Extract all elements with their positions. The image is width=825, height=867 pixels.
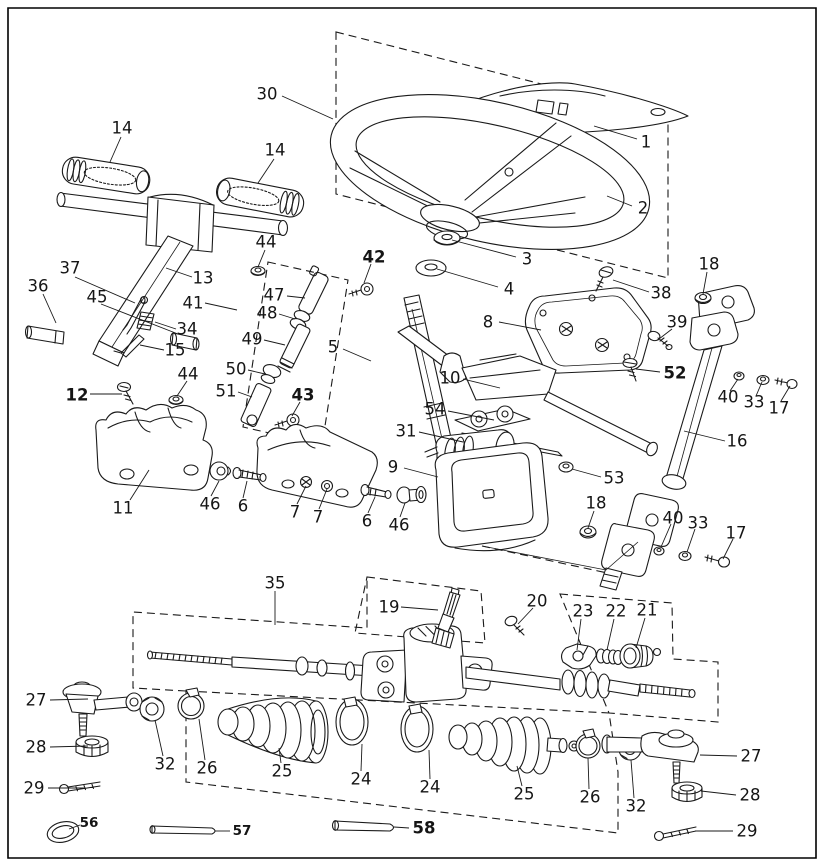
tie-rod-end-27-left [63,682,142,736]
part-label-12: 12 [65,385,89,405]
part-label-14: 14 [264,140,286,160]
part-label-41: 41 [182,293,204,313]
part-label-21: 21 [636,600,658,620]
part-label-15: 15 [164,340,186,360]
leader-line-4 [437,269,498,287]
screw-39 [647,330,672,349]
clip-23 [562,644,597,669]
part-label-46: 46 [199,494,221,514]
leader-line-26 [199,719,205,760]
nut-53 [559,462,573,472]
part-label-16: 16 [726,431,748,451]
part-label-27: 27 [25,690,47,710]
bolt-20 [504,615,524,635]
part-label-9: 9 [387,457,399,477]
part-label-20: 20 [526,591,548,611]
leader-line-24 [429,750,430,779]
part-label-7: 7 [289,502,301,522]
pivot-pin-36 [26,326,65,344]
pin-57 [150,826,215,834]
leader-line-21 [636,618,645,648]
part-label-54: 54 [424,399,446,419]
part-label-28: 28 [25,737,47,757]
part-label-6: 6 [237,496,249,516]
leader-line-18 [703,272,707,294]
cover-under [257,424,377,507]
screw-12 [118,383,134,405]
part-label-58: 58 [412,818,436,838]
cover-11 [96,404,213,490]
column-cover-9 [435,443,548,551]
nut-44-lower [169,396,183,405]
part-label-18: 18 [585,493,607,513]
clamp-24-right [401,704,433,752]
leader-line-48 [279,314,295,319]
part-label-50: 50 [225,359,247,379]
part-label-53: 53 [603,468,625,488]
part-label-40: 40 [662,508,684,528]
leader-line-19 [401,607,438,610]
leader-line-14 [110,137,121,162]
part-label-23: 23 [572,601,594,621]
part-label-19: 19 [378,597,400,617]
boot-25-left [218,698,328,763]
part-label-46: 46 [388,515,410,535]
part-label-26: 26 [196,758,218,778]
leader-line-47 [287,296,305,298]
part-label-51: 51 [215,381,237,401]
bolt-42 [349,283,373,296]
part-label-5: 5 [327,337,339,357]
parts-drawing [23,67,798,845]
part-label-17: 17 [768,398,790,418]
leader-line-32 [155,720,163,756]
part-label-17: 17 [725,523,747,543]
leader-line-26 [588,758,589,789]
leader-line-50 [248,370,265,374]
part-label-42: 42 [362,247,386,267]
leader-line-5 [343,349,371,361]
part-label-49: 49 [241,329,263,349]
plug-21 [620,644,661,668]
grommet-46-left [210,462,231,480]
part-label-35: 35 [264,573,286,593]
oring-56 [45,818,81,845]
part-label-30: 30 [256,84,278,104]
part-label-52: 52 [663,363,687,383]
grip-left [61,155,152,195]
part-label-28: 28 [739,785,761,805]
leader-line-24 [361,744,362,771]
nut-18-upper [695,293,711,304]
part-label-37: 37 [59,258,81,278]
part-label-57: 57 [232,823,252,839]
nut-33-upper [757,376,769,385]
part-label-6: 6 [361,511,373,531]
grommet-46-right [397,487,426,504]
leader-line-49 [264,340,285,345]
part-label-27: 27 [740,746,762,766]
grip-right [214,176,306,219]
bolt-7-left [301,477,312,488]
part-label-25: 25 [513,784,535,804]
leader-line-41 [205,303,237,310]
part-label-40: 40 [717,387,739,407]
leader-line-9 [404,468,438,477]
part-label-34: 34 [176,319,198,339]
leader-line-51 [238,392,252,397]
leader-line-22 [607,619,614,650]
washer-40-upper [734,372,744,380]
washer-3 [434,231,460,245]
part-label-48: 48 [256,303,278,323]
part-label-33: 33 [687,513,709,533]
nut-32-left [140,697,164,721]
leader-line-42 [364,264,371,283]
callout-link-line [482,546,612,574]
part-label-24: 24 [419,777,441,797]
part-label-29: 29 [23,778,45,798]
part-label-11: 11 [112,498,134,518]
spring-22 [597,649,623,665]
bolt-17-lower [705,555,730,567]
screw-38 [596,265,614,291]
leader-line-52 [636,369,660,372]
leader-line-28 [701,791,736,795]
nut-44-upper [251,267,265,276]
part-label-24: 24 [350,769,372,789]
part-label-56: 56 [79,815,99,831]
leader-line-30 [282,96,333,119]
leader-line-15 [140,345,164,350]
clamp-26-left [178,688,204,719]
part-label-45: 45 [86,287,108,307]
part-label-22: 22 [605,601,627,621]
part-label-4: 4 [503,279,515,299]
clamp-26-right [576,729,600,758]
washer-40-lower [654,547,664,555]
part-label-10: 10 [439,368,461,388]
part-label-33: 33 [743,392,765,412]
washer-4 [416,260,446,276]
leader-line-32 [631,760,634,798]
boot-25-right [449,717,579,774]
part-label-47: 47 [263,285,285,305]
clamp-24-left [336,697,368,745]
part-label-38: 38 [650,283,672,303]
cotter-pin-29-right [655,827,697,841]
part-label-36: 36 [27,276,49,296]
part-label-32: 32 [625,796,647,816]
part-label-39: 39 [666,312,688,332]
leader-line-53 [572,469,601,477]
part-label-1: 1 [640,132,652,152]
leader-line-58 [394,827,409,828]
leader-line-27 [700,755,737,756]
leader-line-34 [155,322,176,329]
part-label-13: 13 [192,268,214,288]
leader-line-6 [243,481,247,498]
part-label-8: 8 [482,312,494,332]
part-label-32: 32 [154,754,176,774]
part-label-43: 43 [291,385,315,405]
part-label-14: 14 [111,118,133,138]
part-label-31: 31 [395,421,417,441]
part-label-44: 44 [255,232,277,252]
part-label-7: 7 [312,507,324,527]
pin-58 [333,821,394,831]
nut-33-lower [679,552,691,561]
tie-rod-end-27-right [602,730,698,783]
leader-line-44 [258,250,265,267]
leader-line-14 [258,159,274,183]
screw-6-right [361,485,391,499]
castle-nut-28-right [672,782,702,802]
part-label-18: 18 [698,254,720,274]
part-label-3: 3 [521,249,533,269]
part-label-25: 25 [271,761,293,781]
leader-line-36 [43,294,56,323]
part-label-29: 29 [736,821,758,841]
part-label-26: 26 [579,787,601,807]
leader-line-18 [588,511,594,528]
part-label-44: 44 [177,364,199,384]
part-label-2: 2 [637,198,649,218]
bolt-17-upper [775,378,797,389]
